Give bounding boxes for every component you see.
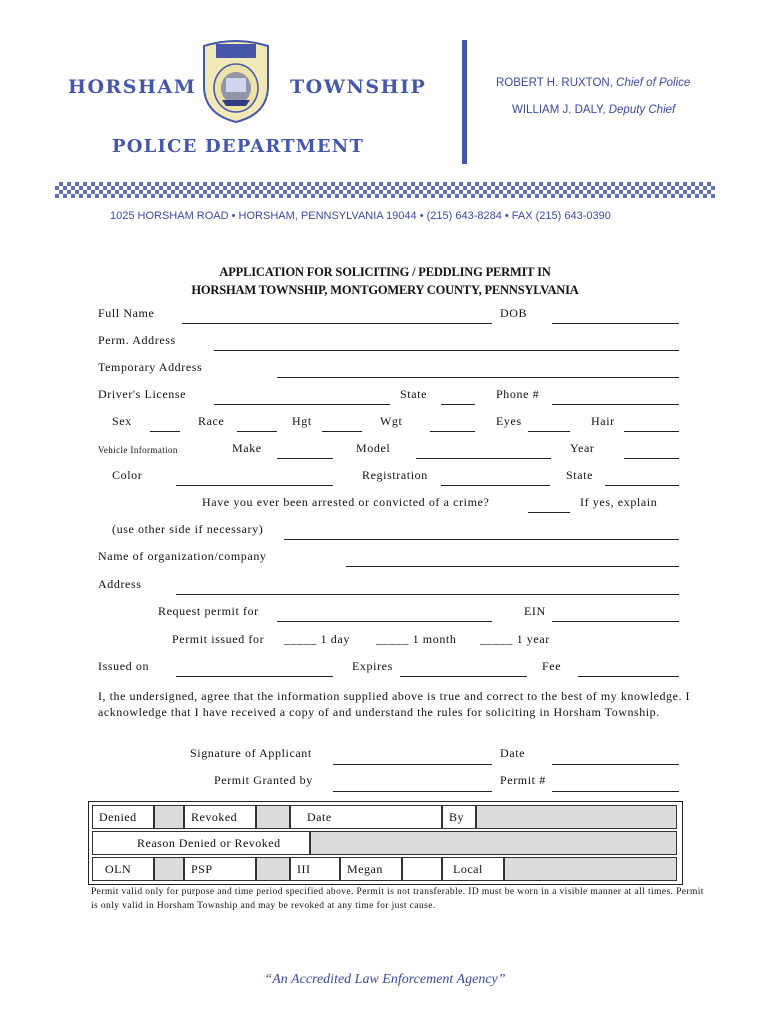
psp-field[interactable]	[256, 857, 290, 881]
option-1-month[interactable]: _____ 1 month	[376, 632, 457, 646]
color-label: Color	[112, 468, 143, 482]
vehicle-info-label: Vehicle Information	[98, 445, 178, 455]
vehicle-state-label: State	[566, 468, 593, 482]
hair-label: Hair	[591, 414, 615, 428]
option-1-year[interactable]: _____ 1 year	[480, 632, 550, 646]
wgt-label: Wgt	[380, 414, 403, 428]
expires-field[interactable]	[400, 676, 527, 677]
local-label: Local	[442, 857, 504, 881]
registration-field[interactable]	[441, 485, 550, 486]
megan-label: Megan	[340, 857, 402, 881]
registration-label: Registration	[362, 468, 428, 482]
phone-label: Phone #	[496, 387, 540, 401]
permit-granted-by-field[interactable]	[333, 791, 492, 792]
hair-field[interactable]	[624, 431, 679, 432]
race-label: Race	[198, 414, 225, 428]
ein-field[interactable]	[552, 621, 679, 622]
model-field[interactable]	[416, 458, 551, 459]
reason-label: Reason Denied or Revoked	[92, 831, 310, 855]
drivers-license-field[interactable]	[214, 404, 390, 405]
revoked-label: Revoked	[184, 805, 256, 829]
agency-motto: “An Accredited Law Enforcement Agency”	[264, 972, 506, 987]
deputy-title: Deputy Chief	[608, 104, 676, 116]
permit-number-field[interactable]	[552, 791, 679, 792]
make-label: Make	[232, 441, 262, 455]
arrested-question: Have you ever been arrested or convicted of a crime?	[202, 495, 490, 509]
request-permit-label: Request permit for	[158, 604, 259, 618]
iii-label: III	[290, 857, 340, 881]
signature-date-field[interactable]	[552, 764, 679, 765]
revoked-field[interactable]	[256, 805, 290, 829]
option-1-day[interactable]: _____ 1 day	[284, 632, 350, 646]
form-title-line2: HORSHAM TOWNSHIP, MONTGOMERY COUNTY, PENNSYLVANIA	[191, 283, 579, 297]
header-divider	[462, 40, 467, 164]
year-label: Year	[570, 441, 595, 455]
request-permit-field[interactable]	[277, 621, 492, 622]
explanation-field[interactable]	[284, 539, 679, 540]
local-field[interactable]	[504, 857, 677, 881]
state-label: State	[400, 387, 427, 401]
chief-title: Chief of Police	[616, 77, 691, 89]
letterhead-township: TOWNSHIP	[290, 76, 427, 98]
permit-number-label: Permit #	[500, 773, 546, 787]
wgt-field[interactable]	[430, 431, 475, 432]
full-name-field[interactable]	[182, 323, 492, 324]
department-name: POLICE DEPARTMENT	[112, 136, 365, 157]
if-yes-label: If yes, explain	[580, 495, 658, 509]
org-address-field[interactable]	[176, 594, 679, 595]
perm-address-field[interactable]	[214, 350, 679, 351]
arrested-answer-field[interactable]	[528, 512, 570, 513]
deputy-name: WILLIAM J. DALY,	[512, 104, 606, 116]
psp-label: PSP	[184, 857, 256, 881]
signature-date-label: Date	[500, 746, 526, 760]
make-field[interactable]	[277, 458, 333, 459]
denied-field[interactable]	[154, 805, 184, 829]
oln-field[interactable]	[154, 857, 184, 881]
megan-field[interactable]	[402, 857, 442, 881]
letterhead-horsham: HORSHAM	[68, 76, 197, 98]
temp-address-label: Temporary Address	[98, 360, 203, 374]
fee-field[interactable]	[578, 676, 679, 677]
fee-label: Fee	[542, 659, 562, 673]
box-by-label: By	[442, 805, 476, 829]
issued-on-label: Issued on	[98, 659, 150, 673]
sex-label: Sex	[112, 414, 132, 428]
full-name-label: Full Name	[98, 306, 155, 320]
state-field[interactable]	[441, 404, 475, 405]
dob-field[interactable]	[552, 323, 679, 324]
org-name-label: Name of organization/company	[98, 549, 267, 563]
box-by-field[interactable]	[476, 805, 677, 829]
race-field[interactable]	[237, 431, 277, 432]
ein-label: EIN	[524, 604, 546, 618]
eyes-field[interactable]	[528, 431, 570, 432]
drivers-license-label: Driver's License	[98, 387, 187, 401]
oln-label: OLN	[92, 857, 154, 881]
issued-on-field[interactable]	[176, 676, 333, 677]
chief-name: ROBERT H. RUXTON,	[496, 77, 613, 89]
checkered-band	[55, 182, 715, 198]
temp-address-field[interactable]	[277, 377, 679, 378]
color-field[interactable]	[176, 485, 333, 486]
use-other-side-label: (use other side if necessary)	[112, 522, 264, 536]
reason-field[interactable]	[310, 831, 677, 855]
dob-label: DOB	[500, 306, 528, 320]
org-address-label: Address	[98, 577, 142, 591]
eyes-label: Eyes	[496, 414, 522, 428]
permit-issued-for-label: Permit issued for	[172, 632, 265, 646]
hgt-field[interactable]	[322, 431, 362, 432]
form-title-line1: APPLICATION FOR SOLICITING / PEDDLING PERMIT IN	[219, 265, 551, 279]
department-address: 1025 HORSHAM ROAD • HORSHAM, PENNSYLVANIA 19044 • (215) 643-8284 • FAX (215) 643-0390	[110, 210, 611, 222]
permit-granted-by-label: Permit Granted by	[214, 773, 313, 787]
signature-label: Signature of Applicant	[190, 746, 312, 760]
box-date-label: Date	[290, 805, 442, 829]
declaration-text: I, the undersigned, agree that the information supplied above is true and correct to the best of my knowledge. I acknowledge that I have received a copy of and understand the rules for soliciting in Horsham Township.	[98, 689, 691, 719]
deputy-line	[512, 104, 675, 116]
chief-line	[496, 77, 690, 89]
police-seal-logo	[200, 40, 272, 124]
vehicle-state-field[interactable]	[605, 485, 679, 486]
expires-label: Expires	[352, 659, 393, 673]
org-name-field[interactable]	[346, 566, 679, 567]
denied-label: Denied	[92, 805, 154, 829]
hgt-label: Hgt	[292, 414, 312, 428]
perm-address-label: Perm. Address	[98, 333, 176, 347]
phone-field[interactable]	[552, 404, 679, 405]
year-field[interactable]	[624, 458, 679, 459]
model-label: Model	[356, 441, 391, 455]
signature-field[interactable]	[333, 764, 492, 765]
sex-field[interactable]	[150, 431, 180, 432]
permit-validity-note: Permit valid only for purpose and time period specified above. Permit is not transferable. ID must be worn in a visible manner at all times. Permit is only valid in Horsham Township and may be revoked at any time for just cause.	[91, 887, 704, 911]
